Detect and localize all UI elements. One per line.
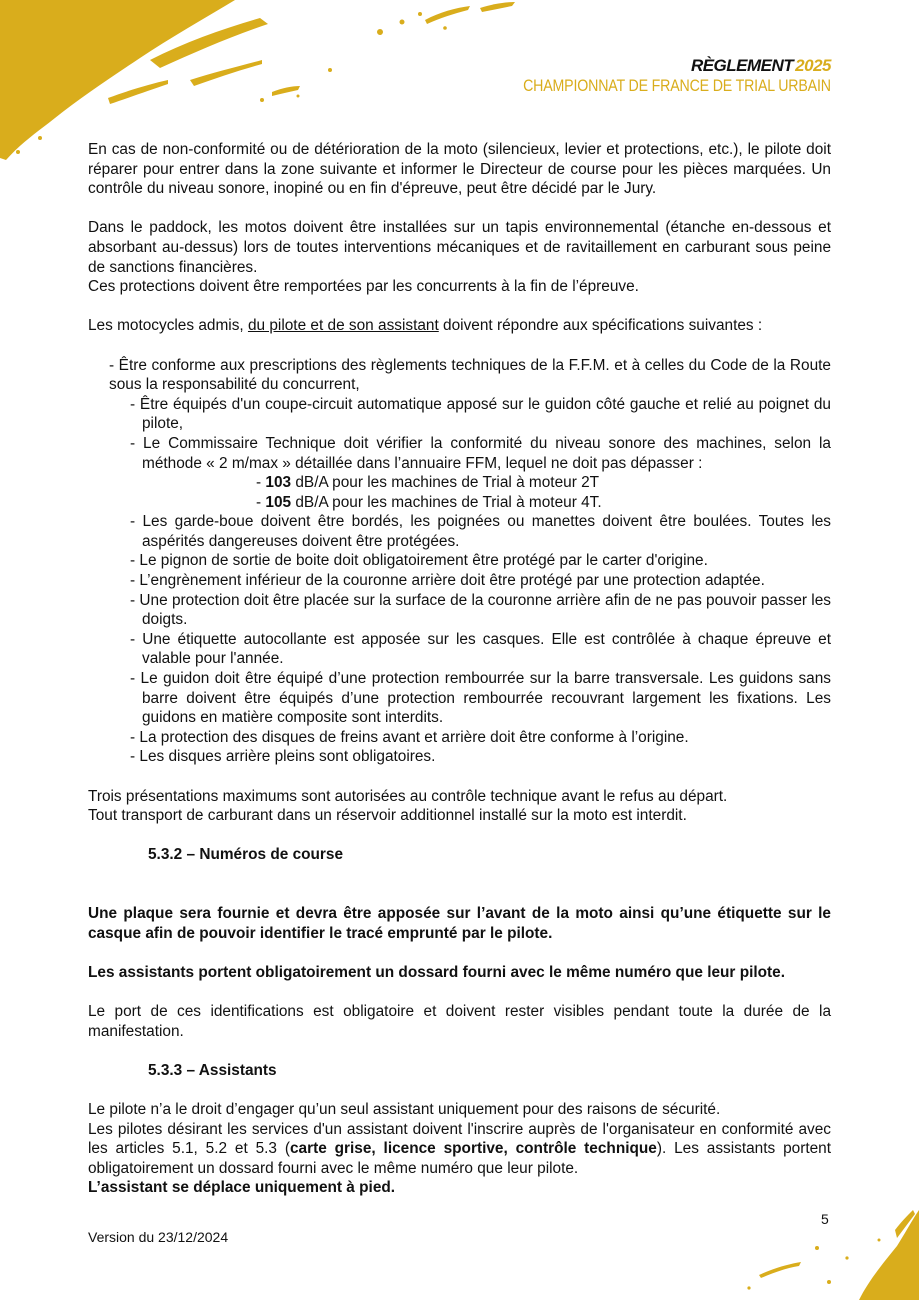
noise-limit-value: 103 (265, 474, 292, 492)
paragraph-assistants-bold: Les assistants portent obligatoirement un dossard fourni avec le même numéro que leur pilote. (88, 963, 786, 981)
list-item: - Le Commissaire Technique doit vérifier la conformité du niveau sonore des machines, selon la méthode « 2 m/max » détaillée dans l’annuaire FFM, lequel ne doit pas dépasser : (130, 434, 831, 472)
paragraph-identifications: Le port de ces identifications est obligatoire et doivent rester visibles pendant toute la durée de la manifestation. (88, 1003, 831, 1040)
paragraph-single-assistant: Le pilote n’a le droit d’engager qu’un seul assistant uniquement pour des raisons de sécurité. (88, 1101, 721, 1119)
sublist-item (88, 473, 831, 493)
sublist-prefix: - (256, 493, 266, 511)
list-item: - Les disques arrière pleins sont obligatoires. (130, 748, 436, 766)
list-item: - Le pignon de sortie de boite doit obligatoirement être protégé par le carter d'origine. (130, 552, 708, 570)
section-heading-5-3-2: 5.3.2 – Numéros de course (148, 846, 344, 864)
paragraph-on-foot: L’assistant se déplace uniquement à pied. (88, 1179, 396, 1197)
list-item: - Le guidon doit être équipé d’une protection rembourrée sur la barre transversale. Les guidons sans barre doivent être équipés d’une protection rembourrée recouvrant largement les fixations. Les guidons en matière composite sont interdits. (130, 670, 831, 727)
p9-bold: carte grise, licence sportive, contrôle technique (289, 1140, 657, 1158)
footer-version: Version du 23/12/2024 (88, 1229, 229, 1245)
p4-end: doivent répondre aux spécifications suivantes : (438, 317, 763, 335)
paragraph-non-conformity: En cas de non-conformité ou de détérioration de la moto (silencieux, levier et protections, etc.), le pilote doit réparer pour entrer dans la zone suivante et informer le Directeur de course pour les pièces marquées. Un contrôle du niveau sonore, inopiné ou en fin d'épreuve, peut être décidé par le Jury. (88, 141, 831, 198)
header-year: 2025 (795, 56, 831, 75)
paragraph-fuel-transport: Tout transport de carburant dans un réservoir additionnel installé sur la moto est interdit. (88, 807, 687, 825)
p9-start: Les pilotes désirant les services d'un assistant doivent l'inscrire auprès de l'organisateur en conformité avec les articles 5.1, 5.2 et 5.3 ( (88, 1120, 831, 1158)
p4-underlined: du pilote et de son assistant (247, 317, 439, 335)
paragraph-protections: Ces protections doivent être remportées par les concurrents à la fin de l’épreuve. (88, 278, 639, 296)
list-item: - La protection des disques de freins avant et arrière doit être conforme à l’origine. (130, 728, 689, 746)
paragraph-assistant-registration (88, 1120, 831, 1179)
p9-end: ). Les assistants portent obligatoirement un dossard fourni avec le même numéro que leur pilote. (88, 1140, 831, 1177)
paragraph-plate-bold: Une plaque sera fournie et devra être apposée sur l’avant de la moto ainsi qu’une étiquette sur le casque afin de pouvoir identifier le tracé emprunté par le pilote. (88, 905, 831, 942)
list-item: - Une protection doit être placée sur la surface de la couronne arrière afin de ne pas pouvoir passer les doigts. (130, 591, 831, 629)
sublist-prefix: - (256, 474, 266, 492)
document-body (88, 140, 831, 1198)
list-item: - L’engrènement inférieur de la couronne arrière doit être protégé par une protection adaptée. (130, 572, 765, 590)
noise-limit-value: 105 (265, 493, 292, 511)
sublist-text: dB/A pour les machines de Trial à moteur 4T. (291, 493, 602, 511)
list-item: - Être conforme aux prescriptions des règlements techniques de la F.F.M. et à celles du Code de la Route sous la responsabilité du concurrent, (109, 356, 831, 394)
paragraph-presentations: Trois présentations maximums sont autorisées au contrôle technique avant le refus au départ. (88, 787, 728, 805)
header-title-text: RÈGLEMENT (690, 56, 794, 75)
paragraph-paddock: Dans le paddock, les motos doivent être installées sur un tapis environnemental (étanche en-dessous et absorbant au-dessus) lors de toutes interventions mécaniques et de ravitaillement en carburant sous peine de sanctions financières. (88, 219, 831, 276)
list-item: - Être équipés d'un coupe-circuit automatique apposé sur le guidon côté gauche et relié au poignet du pilote, (130, 395, 831, 433)
page-number: 5 (821, 1211, 829, 1227)
header-title (473, 56, 831, 76)
sublist-text: dB/A pour les machines de Trial à moteur 2T (291, 474, 600, 492)
list-item: - Une étiquette autocollante est apposée sur les casques. Elle est contrôlée à chaque épreuve et valable pour l'année. (130, 630, 831, 668)
paragraph-motorcycles-admitted (88, 316, 831, 336)
p4-start: Les motocycles admis, (88, 317, 248, 335)
list-item: - Les garde-boue doivent être bordés, les poignées ou manettes doivent être boulées. Toutes les aspérités dangereuses doivent être protégées. (130, 513, 831, 550)
section-heading-5-3-3: 5.3.3 – Assistants (148, 1061, 277, 1079)
document-header (473, 56, 831, 96)
sublist-item (88, 493, 831, 513)
header-subtitle: CHAMPIONNAT DE FRANCE DE TRIAL URBAIN (523, 77, 831, 95)
